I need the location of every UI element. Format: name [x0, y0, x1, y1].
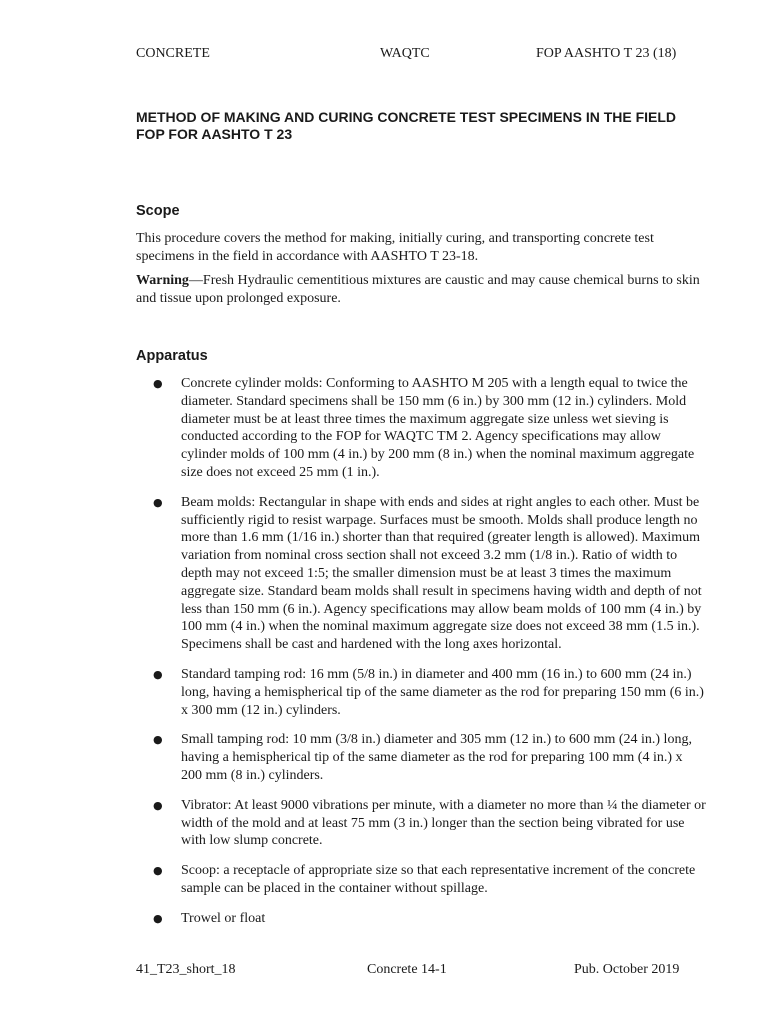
list-item-text: Small tamping rod: 10 mm (3/8 in.) diameter and 305 mm (12 in.) to 600 mm (24 in.) long, having a hemispherical tip of the same diameter as the rod for preparing 100 mm (4 in.) x 200 mm (8 in.) cylinders. [181, 732, 692, 783]
apparatus-list [136, 375, 706, 940]
apparatus-heading: Apparatus [136, 348, 208, 364]
bullet-icon: ● [153, 377, 163, 390]
list-item [136, 797, 706, 850]
footer-page-label: Concrete 14-1 [367, 962, 447, 977]
header-right: FOP AASHTO T 23 (18) [536, 46, 677, 61]
warning-paragraph [136, 272, 702, 308]
warning-label: Warning [136, 273, 189, 288]
list-item [136, 731, 706, 784]
title-line-2: FOP FOR AASHTO T 23 [136, 126, 293, 142]
list-item [136, 910, 706, 928]
list-item [136, 666, 706, 719]
bullet-icon: ● [153, 798, 163, 812]
list-item-text: Standard tamping rod: 16 mm (5/8 in.) in diameter and 400 mm (16 in.) to 600 mm (24 in.) long, having a hemispherical tip of the same diameter as the rod for preparing 150 mm (6 in.) x 300 mm (12 in.) cylinders. [181, 666, 704, 718]
list-item-text: Concrete cylinder molds: Conforming to AASHTO M 205 with a length equal to twice the diameter. Standard specimens shall be 150 mm (6 in.) by 300 mm (12 in.) cylinders. Mold diameter must be at least three times the maximum aggregate size unless wet sieving is conducted according to the FOP for WAQTC TM 2. Agency specifications may allow cylinder molds of 100 mm (4 in.) by 200 mm (8 in.) when the nominal maximum aggregate size does not exceed 25 mm (1 in.). [181, 376, 695, 480]
warning-text: —Fresh Hydraulic cementitious mixtures are caustic and may cause chemical burns to skin and tissue upon prolonged exposure. [136, 273, 700, 306]
list-item [136, 375, 706, 482]
bullet-icon: ● [153, 495, 163, 509]
list-item [136, 494, 706, 654]
header-center: WAQTC [380, 46, 430, 61]
scope-heading: Scope [136, 203, 180, 219]
bullet-icon: ● [153, 667, 163, 681]
list-item-text: Vibrator: At least 9000 vibrations per minute, with a diameter no more than ¼ the diameter or width of the mold and at least 75 mm (3 in.) longer than the section being vibrated for use with low slump concrete. [181, 797, 706, 849]
bullet-icon: ● [153, 864, 163, 878]
list-item-text: Trowel or float [181, 910, 266, 926]
list-item [136, 862, 706, 898]
title-line-1: METHOD OF MAKING AND CURING CONCRETE TEST SPECIMENS IN THE FIELD [136, 109, 677, 125]
bullet-icon: ● [153, 911, 163, 925]
bullet-icon: ● [153, 733, 163, 747]
document-title [136, 109, 696, 143]
list-item-text: Scoop: a receptacle of appropriate size so that each representative increment of the concrete sample can be placed in the container without spillage. [181, 863, 696, 896]
list-item-text: Beam molds: Rectangular in shape with ends and sides at right angles to each other. Must be sufficiently rigid to resist warpage. Surfaces must be smooth. Molds shall produce length no more than 1.6 mm (1/16 in.) shorter than that required (greater length is allowed). Maximum variation from nominal cross section shall not exceed 3.2 mm (1/8 in.). Ratio of width to depth may not exceed 1:5; the smaller dimension must be at least 3 times the maximum aggregate size. Standard beam molds shall result in specimens having width and depth of not less than 150 mm (6 in.). Agency specifications may allow beam molds of 100 mm (4 in.) by 100 mm (4 in.) when the nominal maximum aggregate size does not exceed 38 mm (1.5 in.). Specimens shall be cast and hardened with the long axes horizontal. [181, 494, 702, 653]
header-left: CONCRETE [136, 46, 210, 61]
scope-paragraph: This procedure covers the method for making, initially curing, and transporting concrete test specimens in the field in accordance with AASHTO T 23-18. [136, 231, 654, 264]
footer-left: 41_T23_short_18 [136, 962, 236, 977]
footer-pub-date: Pub. October 2019 [574, 962, 680, 977]
